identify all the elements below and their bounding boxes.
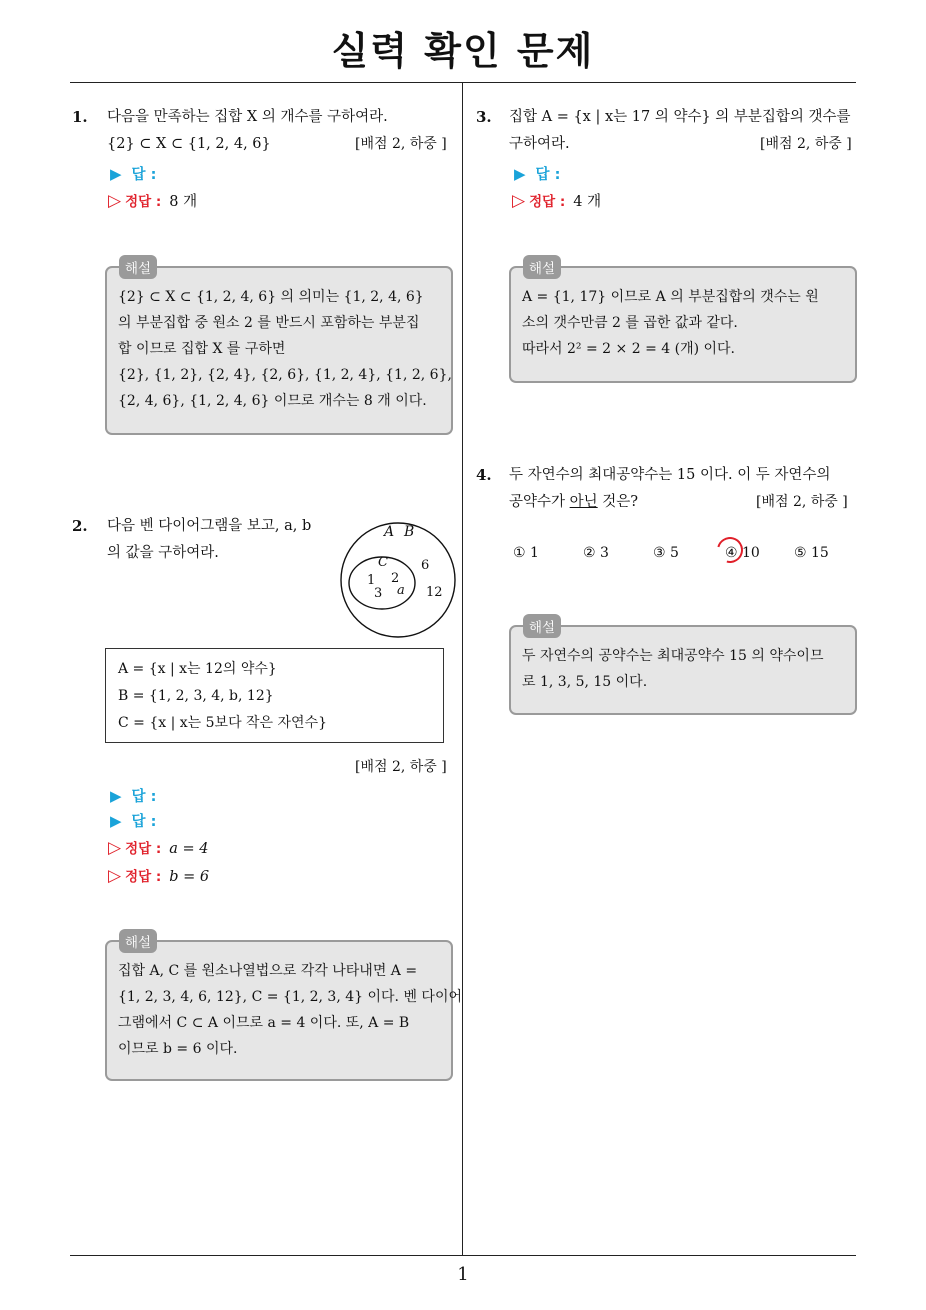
correct-answer-line [108, 838, 209, 859]
explanation-box [105, 935, 462, 1081]
correct-answer-line [108, 191, 197, 212]
question-2 [72, 513, 342, 573]
question-4 [476, 462, 861, 522]
question-1 [72, 104, 462, 164]
explanation-line: 그램에서 C ⊂ A 이므로 a = 4 이다. 또, A = B [118, 1015, 410, 1031]
blue-triangle-icon: ▶ [110, 165, 122, 183]
explanation-tag: 해설 [119, 255, 157, 279]
explanation-line: 따라서 2² = 2 × 2 = 4 (개) 이다. [522, 341, 736, 357]
score-label: [배점 2, 하중 ] [756, 494, 848, 510]
question-line: 두 자연수의 최대공약수는 15 이다. 이 두 자연수의 [509, 467, 831, 483]
answer-line [514, 164, 560, 185]
venn-element: 2 [391, 571, 400, 586]
explanation-line: {2, 4, 6}, {1, 2, 4, 6} 이므로 개수는 8 개 이다. [118, 393, 427, 409]
correct-answer-value: 8 개 [169, 194, 198, 210]
venn-label-c: C [378, 555, 388, 570]
correct-answer-value: 4 개 [573, 194, 602, 210]
explanation-text [118, 958, 462, 1062]
correct-answer-value: b = 6 [169, 869, 210, 885]
venn-diagram [340, 518, 460, 640]
page-number: 1 [457, 1264, 469, 1285]
set-definition-box [105, 648, 444, 743]
question-number: 2. [72, 517, 88, 535]
red-triangle-icon: ▷ [108, 866, 122, 886]
choice-label: ④ 10 [725, 545, 760, 561]
venn-element: 3 [374, 586, 383, 601]
explanation-tag: 해설 [523, 255, 561, 279]
blue-triangle-icon: ▶ [110, 812, 122, 830]
correct-answer-label: 정답 : [125, 841, 162, 857]
correct-answer-label: 정답 : [125, 869, 162, 885]
answer-line [110, 786, 156, 807]
choice-4[interactable] [725, 545, 760, 561]
blue-triangle-icon: ▶ [110, 787, 122, 805]
question-line: 구하여라. [509, 136, 570, 152]
question-line: 다음을 만족하는 집합 X 의 개수를 구하여라. [107, 109, 388, 125]
venn-element: a [397, 583, 405, 598]
answer-label: 답 : [535, 167, 561, 183]
question-number: 1. [72, 108, 88, 126]
correct-answer-line [108, 866, 209, 887]
top-rule [70, 82, 856, 83]
choice-3[interactable]: ③ 5 [653, 545, 679, 561]
explanation-text [118, 284, 452, 414]
venn-label-b: B [404, 524, 415, 540]
explanation-line: 두 자연수의 공약수는 최대공약수 15 의 약수이므 [522, 648, 824, 664]
answer-line [110, 164, 156, 185]
question-fragment: 공약수가 [509, 494, 570, 510]
red-triangle-icon: ▷ [512, 191, 526, 211]
explanation-line: 로 1, 3, 5, 15 이다. [522, 674, 648, 690]
choice-2[interactable]: ② 3 [583, 545, 609, 561]
selected-mark-icon [712, 532, 748, 568]
correct-answer-label: 정답 : [125, 194, 162, 210]
underlined-word: 아닌 [569, 494, 598, 510]
set-definition: B = {1, 2, 3, 4, b, 12} [118, 688, 274, 704]
explanation-text [522, 643, 845, 695]
score-label: [배점 2, 하중 ] [760, 136, 852, 152]
blue-triangle-icon: ▶ [514, 165, 526, 183]
choice-1[interactable]: ① 1 [513, 545, 539, 561]
red-triangle-icon: ▷ [108, 191, 122, 211]
answer-label: 답 : [131, 167, 157, 183]
explanation-box [509, 261, 857, 383]
venn-label-a: A [384, 524, 395, 540]
correct-answer-line [512, 191, 601, 212]
choice-5[interactable]: ⑤ 15 [794, 545, 829, 561]
venn-element: 12 [426, 585, 443, 600]
explanation-line: A = {1, 17} 이므로 A 의 부분집합의 갯수는 원 [522, 289, 819, 305]
answer-label: 답 : [131, 814, 157, 830]
explanation-line: 소의 갯수만큼 2 를 곱한 값과 같다. [522, 315, 738, 331]
column-divider [462, 82, 463, 1256]
answer-line [110, 811, 156, 832]
explanation-box [105, 261, 453, 435]
explanation-tag: 해설 [523, 614, 561, 638]
explanation-line: 의 부분집합 중 원소 2 를 반드시 포함하는 부분집 [118, 315, 420, 331]
explanation-line: {2}, {1, 2}, {2, 4}, {2, 6}, {1, 2, 4}, {1, 2, 6}, [118, 367, 452, 383]
venn-element: 1 [367, 573, 376, 588]
question-fragment: 것은? [597, 494, 639, 510]
question-text [107, 513, 311, 567]
venn-element: 6 [421, 558, 430, 573]
score-label: [배점 2, 하중 ] [355, 136, 447, 152]
set-definition: A = {x | x는 12의 약수} [118, 661, 277, 677]
question-3 [476, 104, 861, 164]
question-text [107, 104, 388, 158]
answer-label: 답 : [131, 789, 157, 805]
explanation-tag: 해설 [119, 929, 157, 953]
explanation-line: {2} ⊂ X ⊂ {1, 2, 4, 6} 의 의미는 {1, 2, 4, 6} [118, 289, 424, 305]
question-number: 3. [476, 108, 492, 126]
question-line: 의 값을 구하여라. [107, 545, 219, 561]
red-triangle-icon: ▷ [108, 838, 122, 858]
question-line: 다음 벤 다이어그램을 보고, a, b [107, 518, 312, 534]
explanation-line: 합 이므로 집합 X 를 구하면 [118, 341, 286, 357]
set-definition: C = {x | x는 5보다 작은 자연수} [118, 715, 328, 731]
explanation-box [509, 620, 857, 715]
correct-answer-label: 정답 : [529, 194, 566, 210]
question-line: {2} ⊂ X ⊂ {1, 2, 4, 6} [107, 136, 271, 152]
correct-answer-value: a = 4 [169, 841, 209, 857]
explanation-line: 이므로 b = 6 이다. [118, 1041, 238, 1057]
bottom-rule [70, 1255, 856, 1256]
explanation-text [522, 284, 845, 362]
page-title: 실력 확인 문제 [331, 29, 595, 73]
question-number: 4. [476, 466, 492, 484]
explanation-line: {1, 2, 3, 4, 6, 12}, C = {1, 2, 3, 4} 이다. 벤 다이어 [118, 989, 462, 1005]
question-line: 집합 A = {x | x는 17 의 약수} 의 부분집합의 갯수를 [509, 109, 851, 125]
explanation-line: 집합 A, C 를 원소나열법으로 각각 나타내면 A = [118, 963, 418, 979]
score-label: [배점 2, 하중 ] [355, 759, 447, 775]
